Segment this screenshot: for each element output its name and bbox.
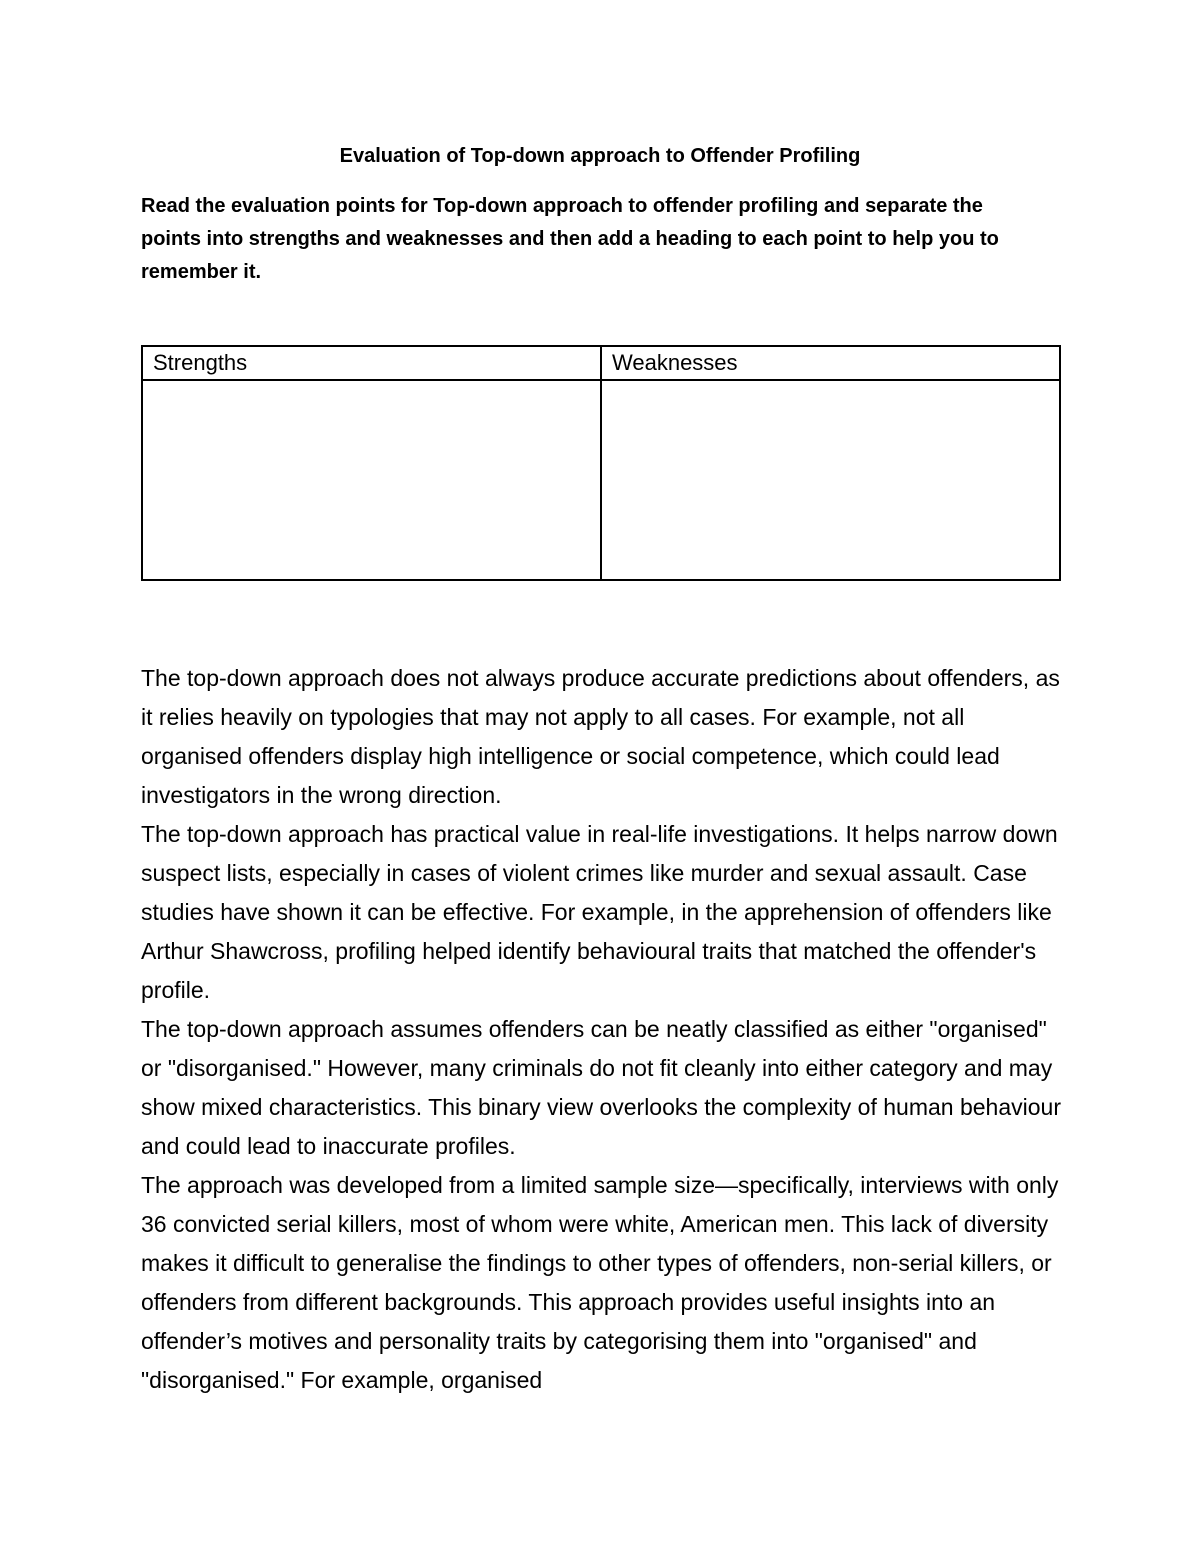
instructions-text: Read the evaluation points for Top-down approach to offender profiling and separate the points into strengths and weaknesses and then add a heading to each point to help you to remember it. <box>141 195 999 283</box>
weaknesses-header: Weaknesses <box>601 346 1060 380</box>
evaluation-point: The top-down approach has practical value in real-life investigations. It helps narrow down suspect lists, especially in cases of violent crimes like murder and sexual assault. Case studies have shown it can be effective. For example, in the apprehension of offenders like Arthur Shawcross, profiling helped identify behavioural traits that matched the offender's profile. <box>141 821 1058 1003</box>
document-title: Evaluation of Top-down approach to Offender Profiling <box>339 145 861 167</box>
evaluation-point: The top-down approach assumes offenders can be neatly classified as either "organised" or "disorganised." However, many criminals do not fit cleanly into either category and may show mixed characteristics. This binary view overlooks the complexity of human behaviour and could lead to inaccurate profiles. <box>141 1016 1061 1159</box>
weaknesses-cell[interactable] <box>601 380 1060 580</box>
evaluation-points <box>141 659 1066 1400</box>
evaluation-point: The top-down approach does not always produce accurate predictions about offenders, as it relies heavily on typologies that may not apply to all cases. For example, not all organised offenders display high intelligence or social competence, which could lead investigators in the wrong direction. <box>141 665 1060 808</box>
table-header-row <box>142 346 1060 380</box>
evaluation-point: The approach was developed from a limited sample size—specifically, interviews with only 36 convicted serial killers, most of whom were white, American men. This lack of diversity makes it difficult to generalise the findings to other types of offenders, non-serial killers, or offenders from different backgrounds. This approach provides useful insights into an offender’s motives and personality traits by categorising them into "organised" and "disorganised." For example, organised <box>141 1172 1059 1393</box>
strengths-cell[interactable] <box>142 380 601 580</box>
strengths-weaknesses-table <box>141 345 1061 581</box>
table-row <box>142 380 1060 580</box>
strengths-header: Strengths <box>142 346 601 380</box>
